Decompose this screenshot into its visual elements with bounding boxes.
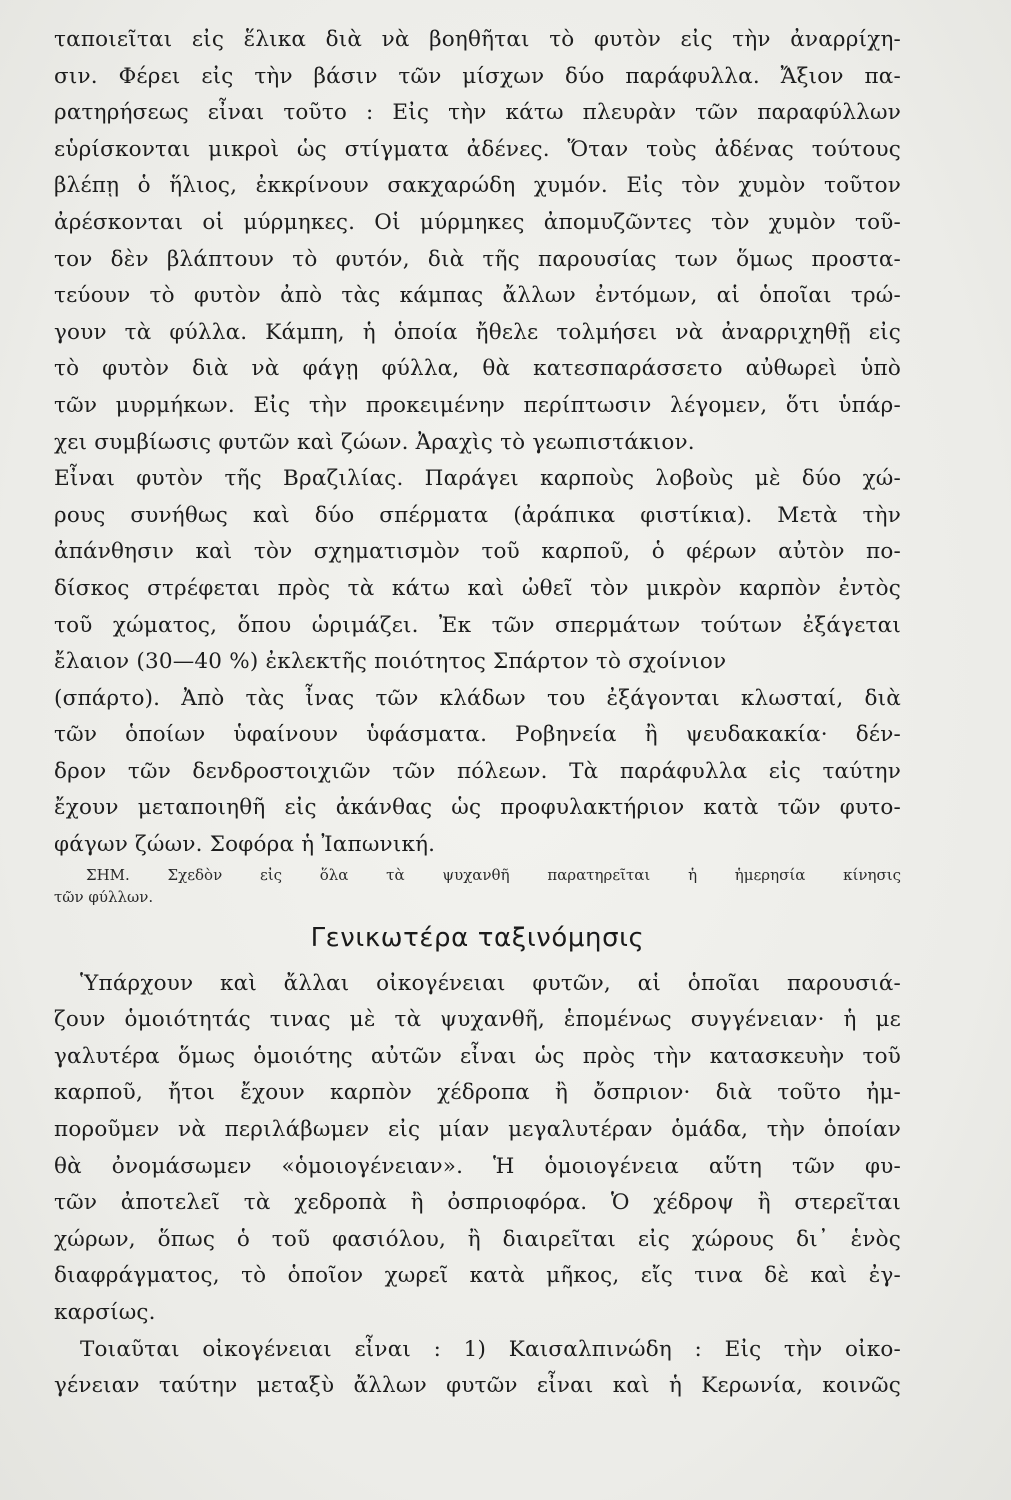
text-line: τῶν μυρμήκων. Εἰς τὴν προκειμένην περίπτωσιν λέγομεν, ὅτι ὑπάρ- xyxy=(54,392,901,418)
text-line: χώρων, ὅπως ὁ τοῦ φασιόλου, ἢ διαιρεῖται εἰς χώρους δι᾿ ἑνὸς xyxy=(54,1226,901,1252)
text-line: χει συμβίωσις φυτῶν καὶ ζώων. Ἀραχὶς τὸ γεωπιστάκιον. xyxy=(54,429,695,455)
text-line: Εἶναι φυτὸν τῆς Βραζιλίας. Παράγει καρποὺς λοβοὺς μὲ δύο χώ- xyxy=(54,466,901,492)
note-line: ΣΗΜ. Σχεδὸν εἰς ὅλα τὰ ψυχανθῆ παρατηρεῖται ἡ ἡμερησία κίνησις xyxy=(86,865,901,884)
text-line: γουν τὰ φύλλα. Κάμπη, ἡ ὁποία ἤθελε τολμήσει νὰ ἀναρριχηθῇ εἰς xyxy=(54,319,901,345)
text-line: ταποιεῖται εἰς ἕλικα διὰ νὰ βοηθῆται τὸ φυτὸν εἰς τὴν ἀναρρίχη- xyxy=(54,27,901,52)
text-line: (σπάρτο). Ἀπὸ τὰς ἶνας τῶν κλάδων του ἐξάγονται κλωσταί, διὰ xyxy=(54,685,901,711)
text-line: θὰ ὀνομάσωμεν «ὁμοιογένειαν». Ἡ ὁμοιογένεια αὕτη τῶν φυ- xyxy=(54,1153,901,1179)
text-line: διαφράγματος, τὸ ὁποῖον χωρεῖ κατὰ μῆκος, εἴς τινα δὲ καὶ ἐγ- xyxy=(54,1263,901,1289)
text-line: καρσίως. xyxy=(54,1300,156,1325)
note-line: τῶν φύλλων. xyxy=(54,887,154,906)
text-line: ἀρέσκονται οἱ μύρμηκες. Οἱ μύρμηκες ἀπομυζῶντες τὸν χυμὸν τοῦ- xyxy=(54,209,901,235)
text-line: τεύουν τὸ φυτὸν ἀπὸ τὰς κάμπας ἄλλων ἐντόμων, αἱ ὁποῖαι τρώ- xyxy=(54,283,901,309)
text-line: φάγων ζώων. Σοφόρα ἡ Ἰαπωνική. xyxy=(54,832,436,858)
text-line: δρον τῶν δενδροστοιχιῶν τῶν πόλεων. Τὰ παράφυλλα εἰς ταύτην xyxy=(54,758,901,784)
text-line: ρους συνήθως καὶ δύο σπέρματα (ἀράπικα φιστίκια). Μετὰ τὴν xyxy=(54,502,901,528)
text-line: ποροῦμεν νὰ περιλάβωμεν εἰς μίαν μεγαλυτέραν ὁμάδα, τὴν ὁποίαν xyxy=(54,1117,901,1143)
text-line: καρποῦ, ἤτοι ἔχουν καρπὸν χέδροπα ἢ ὄσπριον· διὰ τοῦτο ἠμ- xyxy=(54,1080,901,1106)
section-heading: Γενικωτέρα ταξινόμησις xyxy=(310,922,645,953)
text-line: ἀπάνθησιν καὶ τὸν σχηματισμὸν τοῦ καρποῦ, ὁ φέρων αὐτὸν πο- xyxy=(54,539,901,565)
text-line: γαλυτέρα ὅμως ὁμοιότης αὐτῶν εἶναι ὡς πρὸς τὴν κατασκευὴν τοῦ xyxy=(54,1043,901,1069)
text-line: τον δὲν βλάπτουν τὸ φυτόν, διὰ τῆς παρουσίας των ὅμως προστα- xyxy=(54,246,901,272)
text-line: τῶν ἀποτελεῖ τὰ χεδροπὰ ἢ ὀσπριοφόρα. Ὁ χέδροψ ἢ στερεῖται xyxy=(54,1190,901,1216)
text-line: βλέπῃ ὁ ἥλιος, ἐκκρίνουν σακχαρώδη χυμόν. Εἰς τὸν χυμὸν τοῦτον xyxy=(54,173,901,199)
text-line: ρατηρήσεως εἶναι τοῦτο : Εἰς τὴν κάτω πλευρὰν τῶν παραφύλλων xyxy=(54,100,901,126)
text-line: ζουν ὁμοιότητάς τινας μὲ τὰ ψυχανθῆ, ἑπομένως συγγένειαν· ἡ με xyxy=(54,1007,901,1033)
text-line: ἔλαιον (30—40 %) ἐκλεκτῆς ποιότητος Σπάρτον τὸ σχοίνιον xyxy=(54,649,727,675)
text-line: Ὑπάρχουν καὶ ἄλλαι οἰκογένειαι φυτῶν, αἱ ὁποῖαι παρουσιά- xyxy=(80,970,901,996)
paragraph-block-2 xyxy=(54,966,901,1405)
text-line: τοῦ χώματος, ὅπου ὡριμάζει. Ἐκ τῶν σπερμάτων τούτων ἐξάγεται xyxy=(54,612,901,638)
text-line: ἔχουν μεταποιηθῆ εἰς ἀκάνθας ὡς προφυλακτήριον κατὰ τῶν φυτο- xyxy=(54,795,901,821)
footnote xyxy=(54,864,901,908)
text-line: Τοιαῦται οἰκογένειαι εἶναι : 1) Καισαλπινώδη : Εἰς τὴν οἰκο- xyxy=(80,1336,901,1362)
text-line: δίσκος στρέφεται πρὸς τὰ κάτω καὶ ὠθεῖ τὸν μικρὸν καρπὸν ἐντὸς xyxy=(54,575,901,601)
text-line: γένειαν ταύτην μεταξὺ ἄλλων φυτῶν εἶναι καὶ ἡ Κερωνία, κοινῶς xyxy=(54,1373,901,1399)
paragraph-block-1 xyxy=(54,22,901,864)
text-line: εὑρίσκονται μικροὶ ὡς στίγματα ἀδένες. Ὅταν τοὺς ἀδένας τούτους xyxy=(54,136,901,162)
text-line: τὸ φυτὸν διὰ νὰ φάγῃ φύλλα, θὰ κατεσπαράσσετο αὐθωρεὶ ὑπὸ xyxy=(54,356,901,382)
text-line: τῶν ὁποίων ὑφαίνουν ὑφάσματα. Ροβηνεία ἢ ψευδακακία· δέν- xyxy=(54,722,901,748)
text-line: σιν. Φέρει εἰς τὴν βάσιν τῶν μίσχων δύο παράφυλλα. Ἄξιον πα- xyxy=(54,63,901,89)
